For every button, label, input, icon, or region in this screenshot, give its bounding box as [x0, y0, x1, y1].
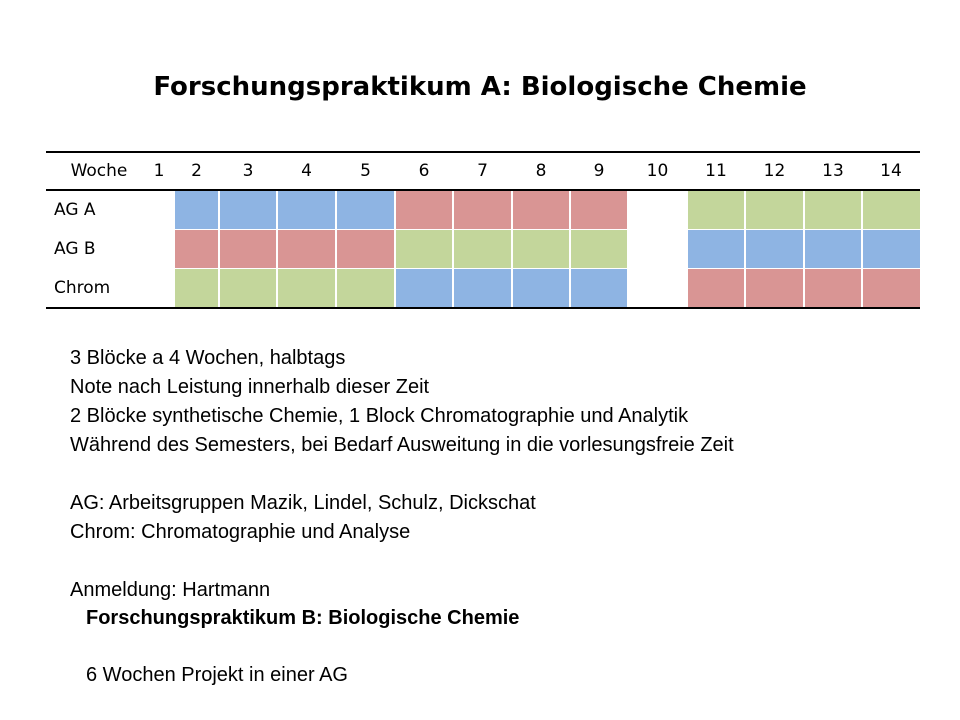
schedule-cell: [453, 190, 512, 230]
week-header: 14: [862, 152, 920, 190]
week-header: 8: [512, 152, 570, 190]
week-header: 6: [395, 152, 453, 190]
schedule-cell: [804, 269, 862, 309]
schedule-cell: [570, 190, 628, 230]
week-header: 13: [804, 152, 862, 190]
week-header: 12: [745, 152, 804, 190]
schedule-cell: [570, 230, 628, 269]
schedule-cell: [862, 269, 920, 309]
notes-block: [70, 344, 734, 605]
schedule-cell: [277, 269, 336, 309]
schedule-cell: [219, 269, 277, 309]
note-line: [70, 547, 734, 576]
week-header: 1: [144, 152, 174, 190]
week-header: 7: [453, 152, 512, 190]
schedule-cell: [745, 190, 804, 230]
schedule-cell: [804, 230, 862, 269]
note-line: 2 Blöcke synthetische Chemie, 1 Block Chromatographie und Analytik: [70, 405, 689, 427]
schedule-cell: [174, 269, 219, 309]
schedule-cell: [628, 190, 687, 230]
header-row: [46, 152, 920, 190]
schedule-row: [46, 190, 920, 230]
project-note: 6 Wochen Projekt in einer AG: [86, 664, 348, 686]
section-subtitle: Forschungspraktikum B: Biologische Chemie: [86, 607, 520, 629]
schedule-cell: [336, 230, 395, 269]
row-label: AG B: [54, 239, 96, 259]
schedule-table: [46, 151, 920, 309]
schedule-cell: [745, 269, 804, 309]
schedule-cell: [277, 230, 336, 269]
schedule-cell: [144, 269, 174, 309]
schedule-cell: [395, 269, 453, 309]
schedule-cell: [687, 190, 745, 230]
schedule-cell: [219, 190, 277, 230]
note-line: 3 Blöcke a 4 Wochen, halbtags: [70, 347, 346, 369]
week-header: 2: [174, 152, 219, 190]
schedule-cell: [512, 230, 570, 269]
schedule-cell: [745, 230, 804, 269]
schedule-cell: [174, 190, 219, 230]
schedule-cell: [453, 269, 512, 309]
schedule-cell: [570, 269, 628, 309]
note-line: AG: Arbeitsgruppen Mazik, Lindel, Schulz, Dickschat: [70, 492, 536, 514]
schedule-row: [46, 230, 920, 269]
schedule-cell: [512, 190, 570, 230]
schedule-cell: [862, 230, 920, 269]
schedule-cell: [628, 269, 687, 309]
schedule-cell: [277, 190, 336, 230]
header-label: Woche: [46, 152, 144, 190]
note-line: Chrom: Chromatographie und Analyse: [70, 521, 411, 543]
schedule-cell: [804, 190, 862, 230]
schedule-cell: [174, 230, 219, 269]
schedule-cell: [395, 230, 453, 269]
week-header: 11: [687, 152, 745, 190]
week-header: 9: [570, 152, 628, 190]
week-header: 5: [336, 152, 395, 190]
week-header: 3: [219, 152, 277, 190]
note-line: Während des Semesters, bei Bedarf Ausweitung in die vorlesungsfreie Zeit: [70, 434, 734, 456]
note-line: Note nach Leistung innerhalb dieser Zeit: [70, 376, 430, 398]
row-label: AG A: [54, 200, 96, 221]
schedule-cell: [144, 230, 174, 269]
schedule-cell: [862, 190, 920, 230]
week-header: 4: [277, 152, 336, 190]
row-label: Chrom: [46, 269, 144, 309]
schedule-cell: [144, 190, 174, 230]
schedule-cell: [687, 230, 745, 269]
schedule-cell: [336, 190, 395, 230]
week-header: 10: [628, 152, 687, 190]
note-line: Anmeldung: Hartmann: [70, 579, 271, 601]
schedule-row: [46, 269, 920, 309]
schedule-cell: [628, 230, 687, 269]
schedule-cell: [687, 269, 745, 309]
schedule-cell: [512, 269, 570, 309]
schedule-cell: [336, 269, 395, 309]
schedule-cell: [395, 190, 453, 230]
schedule-cell: [219, 230, 277, 269]
page-title: Forschungspraktikum A: Biologische Chemie: [153, 72, 807, 102]
schedule-cell: [453, 230, 512, 269]
note-line: [70, 460, 734, 489]
